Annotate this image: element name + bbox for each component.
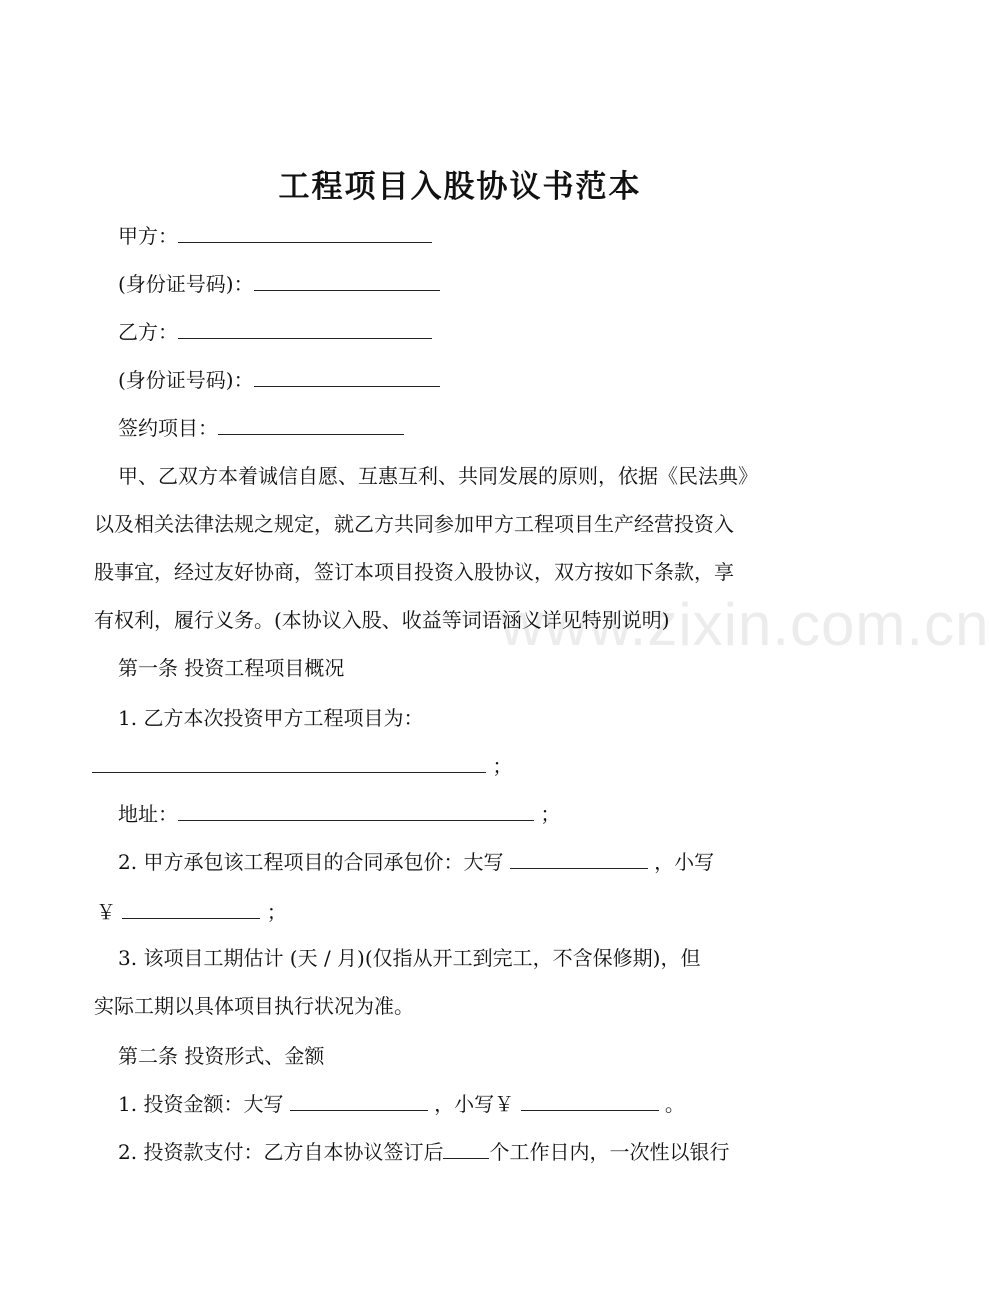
article-1-heading: 第一条 投资工程项目概况 (118, 656, 345, 680)
project-blank[interactable] (218, 412, 404, 435)
project-name-field (92, 750, 512, 782)
party-a-blank[interactable] (178, 220, 432, 243)
investment-amount-label: 1. 投资金额：大写 (118, 1092, 284, 1116)
article-2-item-1 (118, 1088, 685, 1120)
watermark-text: www.zixin.com.cn (500, 591, 989, 658)
address-label: 地址： (118, 802, 178, 826)
project-label: 签约项目： (118, 416, 218, 440)
id-b-field (118, 364, 440, 396)
contract-price-lower-blank[interactable] (122, 896, 260, 919)
intro-line-1: 甲、乙双方本着诚信自愿、互惠互利、共同发展的原则，依据《民法典》 (118, 464, 758, 488)
article-1-item-2 (118, 846, 714, 878)
intro-line-2: 以及相关法律法规之规定，就乙方共同参加甲方工程项目生产经营投资入 (94, 512, 734, 536)
article-1-item-3-line-1: 3. 该项目工期估计 (天 / 月)(仅指从开工到完工，不含保修期)，但 (118, 946, 701, 970)
contract-price-end: ； (266, 900, 287, 924)
contract-price-lower-label: ，小写 (654, 850, 715, 874)
project-field (118, 412, 404, 444)
address-field (118, 798, 560, 830)
document-title: 工程项目入股协议书范本 (278, 169, 642, 205)
article-1-item-1: 1. 乙方本次投资甲方工程项目为： (118, 706, 424, 730)
payment-days-blank[interactable] (443, 1136, 489, 1159)
intro-line-4: 有权利，履行义务。(本协议入股、收益等词语涵义详见特别说明) (94, 608, 670, 632)
project-name-end: ； (492, 754, 513, 778)
party-b-blank[interactable] (178, 316, 432, 339)
article-1-item-2-cont (96, 896, 287, 928)
party-a-field (118, 220, 432, 252)
address-blank[interactable] (178, 798, 534, 821)
id-b-blank[interactable] (254, 364, 440, 387)
investment-lower-blank[interactable] (521, 1088, 659, 1111)
investment-upper-blank[interactable] (290, 1088, 428, 1111)
payment-label: 2. 投资款支付：乙方自本协议签订后 (118, 1140, 444, 1164)
id-a-label: (身份证号码)： (118, 272, 254, 296)
intro-line-3: 股事宜，经过友好协商，签订本项目投资入股协议，双方按如下条款，享 (94, 560, 734, 584)
article-2-item-2 (118, 1136, 729, 1168)
party-b-field (118, 316, 432, 348)
investment-lower-label: ，小写￥ (434, 1092, 515, 1116)
investment-end: 。 (664, 1092, 685, 1116)
article-1-item-3-line-2: 实际工期以具体项目执行状况为准。 (94, 994, 414, 1018)
address-end: ； (540, 802, 561, 826)
id-b-label: (身份证号码)： (118, 368, 254, 392)
project-name-blank[interactable] (92, 750, 486, 773)
party-a-label: 甲方： (118, 224, 178, 248)
contract-price-label: 2. 甲方承包该工程项目的合同承包价：大写 (118, 850, 504, 874)
id-a-field (118, 268, 440, 300)
payment-label-cont: 个工作日内，一次性以银行 (489, 1140, 730, 1164)
party-b-label: 乙方： (118, 320, 178, 344)
article-2-heading: 第二条 投资形式、金额 (118, 1044, 325, 1068)
id-a-blank[interactable] (254, 268, 440, 291)
contract-price-upper-blank[interactable] (510, 846, 648, 869)
yen-sign: ￥ (96, 900, 116, 924)
